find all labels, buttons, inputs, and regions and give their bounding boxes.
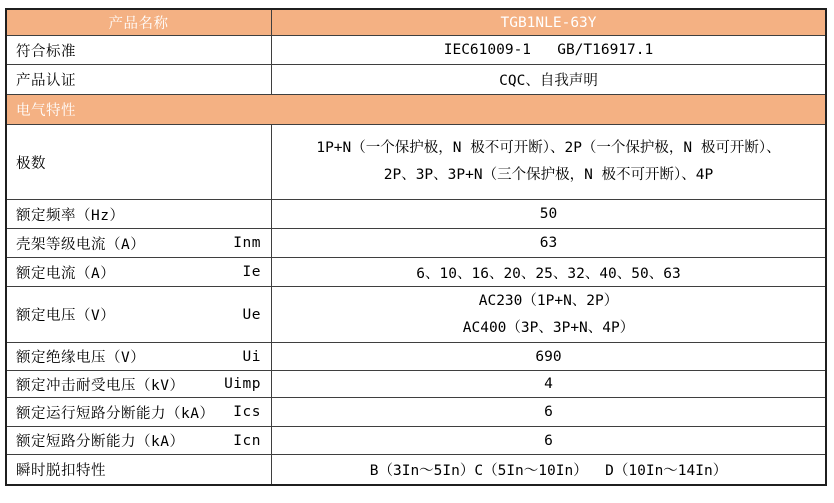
rated-current-symbol: Ie <box>242 264 261 280</box>
rated-frequency-value: 50 <box>539 206 558 222</box>
impulse-voltage-symbol: Uimp <box>224 376 261 392</box>
breaking-capacity-value: 6 <box>544 432 553 449</box>
standards-value: IEC61009-1 GB/T16917.1 <box>443 42 654 58</box>
rated-frequency-label <box>7 200 272 228</box>
rated-current-label <box>7 258 272 286</box>
poles-value <box>272 125 825 199</box>
table-row-rated-frequency <box>7 199 825 228</box>
service-breaking-capacity-symbol: Ics <box>233 404 261 420</box>
rated-voltage-value <box>272 287 825 342</box>
table-row-frame-current <box>7 228 825 257</box>
service-breaking-capacity-label <box>7 398 272 426</box>
rated-voltage-symbol: Ue <box>242 306 261 323</box>
tripping-characteristic-label-text: 瞬时脱扣特性 <box>16 463 106 479</box>
rated-current-value: 6、10、16、20、25、32、40、50、63 <box>416 265 681 282</box>
table-row-standards <box>7 35 825 64</box>
table-row-insulation-voltage <box>7 342 825 370</box>
poles-label-text: 极数 <box>16 155 46 172</box>
rated-voltage-label <box>7 287 272 342</box>
rated-voltage-value-line-2: AC400（3P、3P+N、4P） <box>462 319 635 336</box>
insulation-voltage-symbol: Ui <box>242 348 261 365</box>
rated-voltage-label-text: 额定电压（V） <box>16 308 116 324</box>
rated-current-label-text: 额定电流（A） <box>16 265 116 282</box>
impulse-voltage-value: 4 <box>544 376 553 392</box>
breaking-capacity-label-text: 额定短路分断能力（kA） <box>16 434 185 450</box>
table-row-service-breaking-capacity <box>7 397 825 426</box>
frame-current-value: 63 <box>539 235 558 251</box>
rated-voltage-value-line-1: AC230（1P+N、2P） <box>478 292 619 309</box>
frame-current-label-text: 壳架等级电流（A） <box>16 236 146 253</box>
certification-label: 产品认证 <box>7 65 272 94</box>
breaking-capacity-symbol: Icn <box>233 432 261 449</box>
poles-value-line-2: 2P、3P、3P+N（三个保护极，N 极不可开断）、4P <box>383 167 714 183</box>
table-row-certification <box>7 64 825 94</box>
table-row-product-name <box>7 10 825 35</box>
tripping-characteristic-label <box>7 455 272 484</box>
product-name-header-value: TGB1NLE-63Y <box>500 14 597 31</box>
table-row-poles <box>7 124 825 199</box>
frame-current-symbol: Inm <box>233 235 261 251</box>
table-row-rated-voltage <box>7 286 825 342</box>
frame-current-label <box>7 229 272 257</box>
table-row-impulse-voltage <box>7 370 825 397</box>
table-row-breaking-capacity <box>7 426 825 454</box>
product-spec-table <box>5 8 827 486</box>
poles-label <box>7 125 272 199</box>
table-row-section-header <box>7 94 825 124</box>
tripping-characteristic-value: B（3In～5In）C（5In～10In） D（10In～14In） <box>369 463 728 479</box>
product-name-header-label: 产品名称 <box>7 10 272 35</box>
insulation-voltage-label <box>7 343 272 370</box>
impulse-voltage-label <box>7 371 272 397</box>
rated-frequency-label-text: 额定频率（Hz） <box>16 207 125 224</box>
poles-value-line-1: 1P+N（一个保护极，N 极不可开断）、2P（一个保护极，N 极可开断）、 <box>316 140 781 156</box>
service-breaking-capacity-label-text: 额定运行短路分断能力（kA） <box>16 405 215 422</box>
table-row-rated-current <box>7 257 825 286</box>
certification-value: CQC、自我声明 <box>499 73 598 89</box>
table-row-tripping-characteristic <box>7 454 825 484</box>
standards-label: 符合标准 <box>7 36 272 64</box>
impulse-voltage-label-text: 额定冲击耐受电压（kV） <box>16 377 185 394</box>
service-breaking-capacity-value: 6 <box>544 404 553 420</box>
section-title: 电气特性 <box>16 103 76 119</box>
breaking-capacity-label <box>7 427 272 454</box>
insulation-voltage-value: 690 <box>535 348 562 365</box>
insulation-voltage-label-text: 额定绝缘电压（V） <box>16 350 146 366</box>
